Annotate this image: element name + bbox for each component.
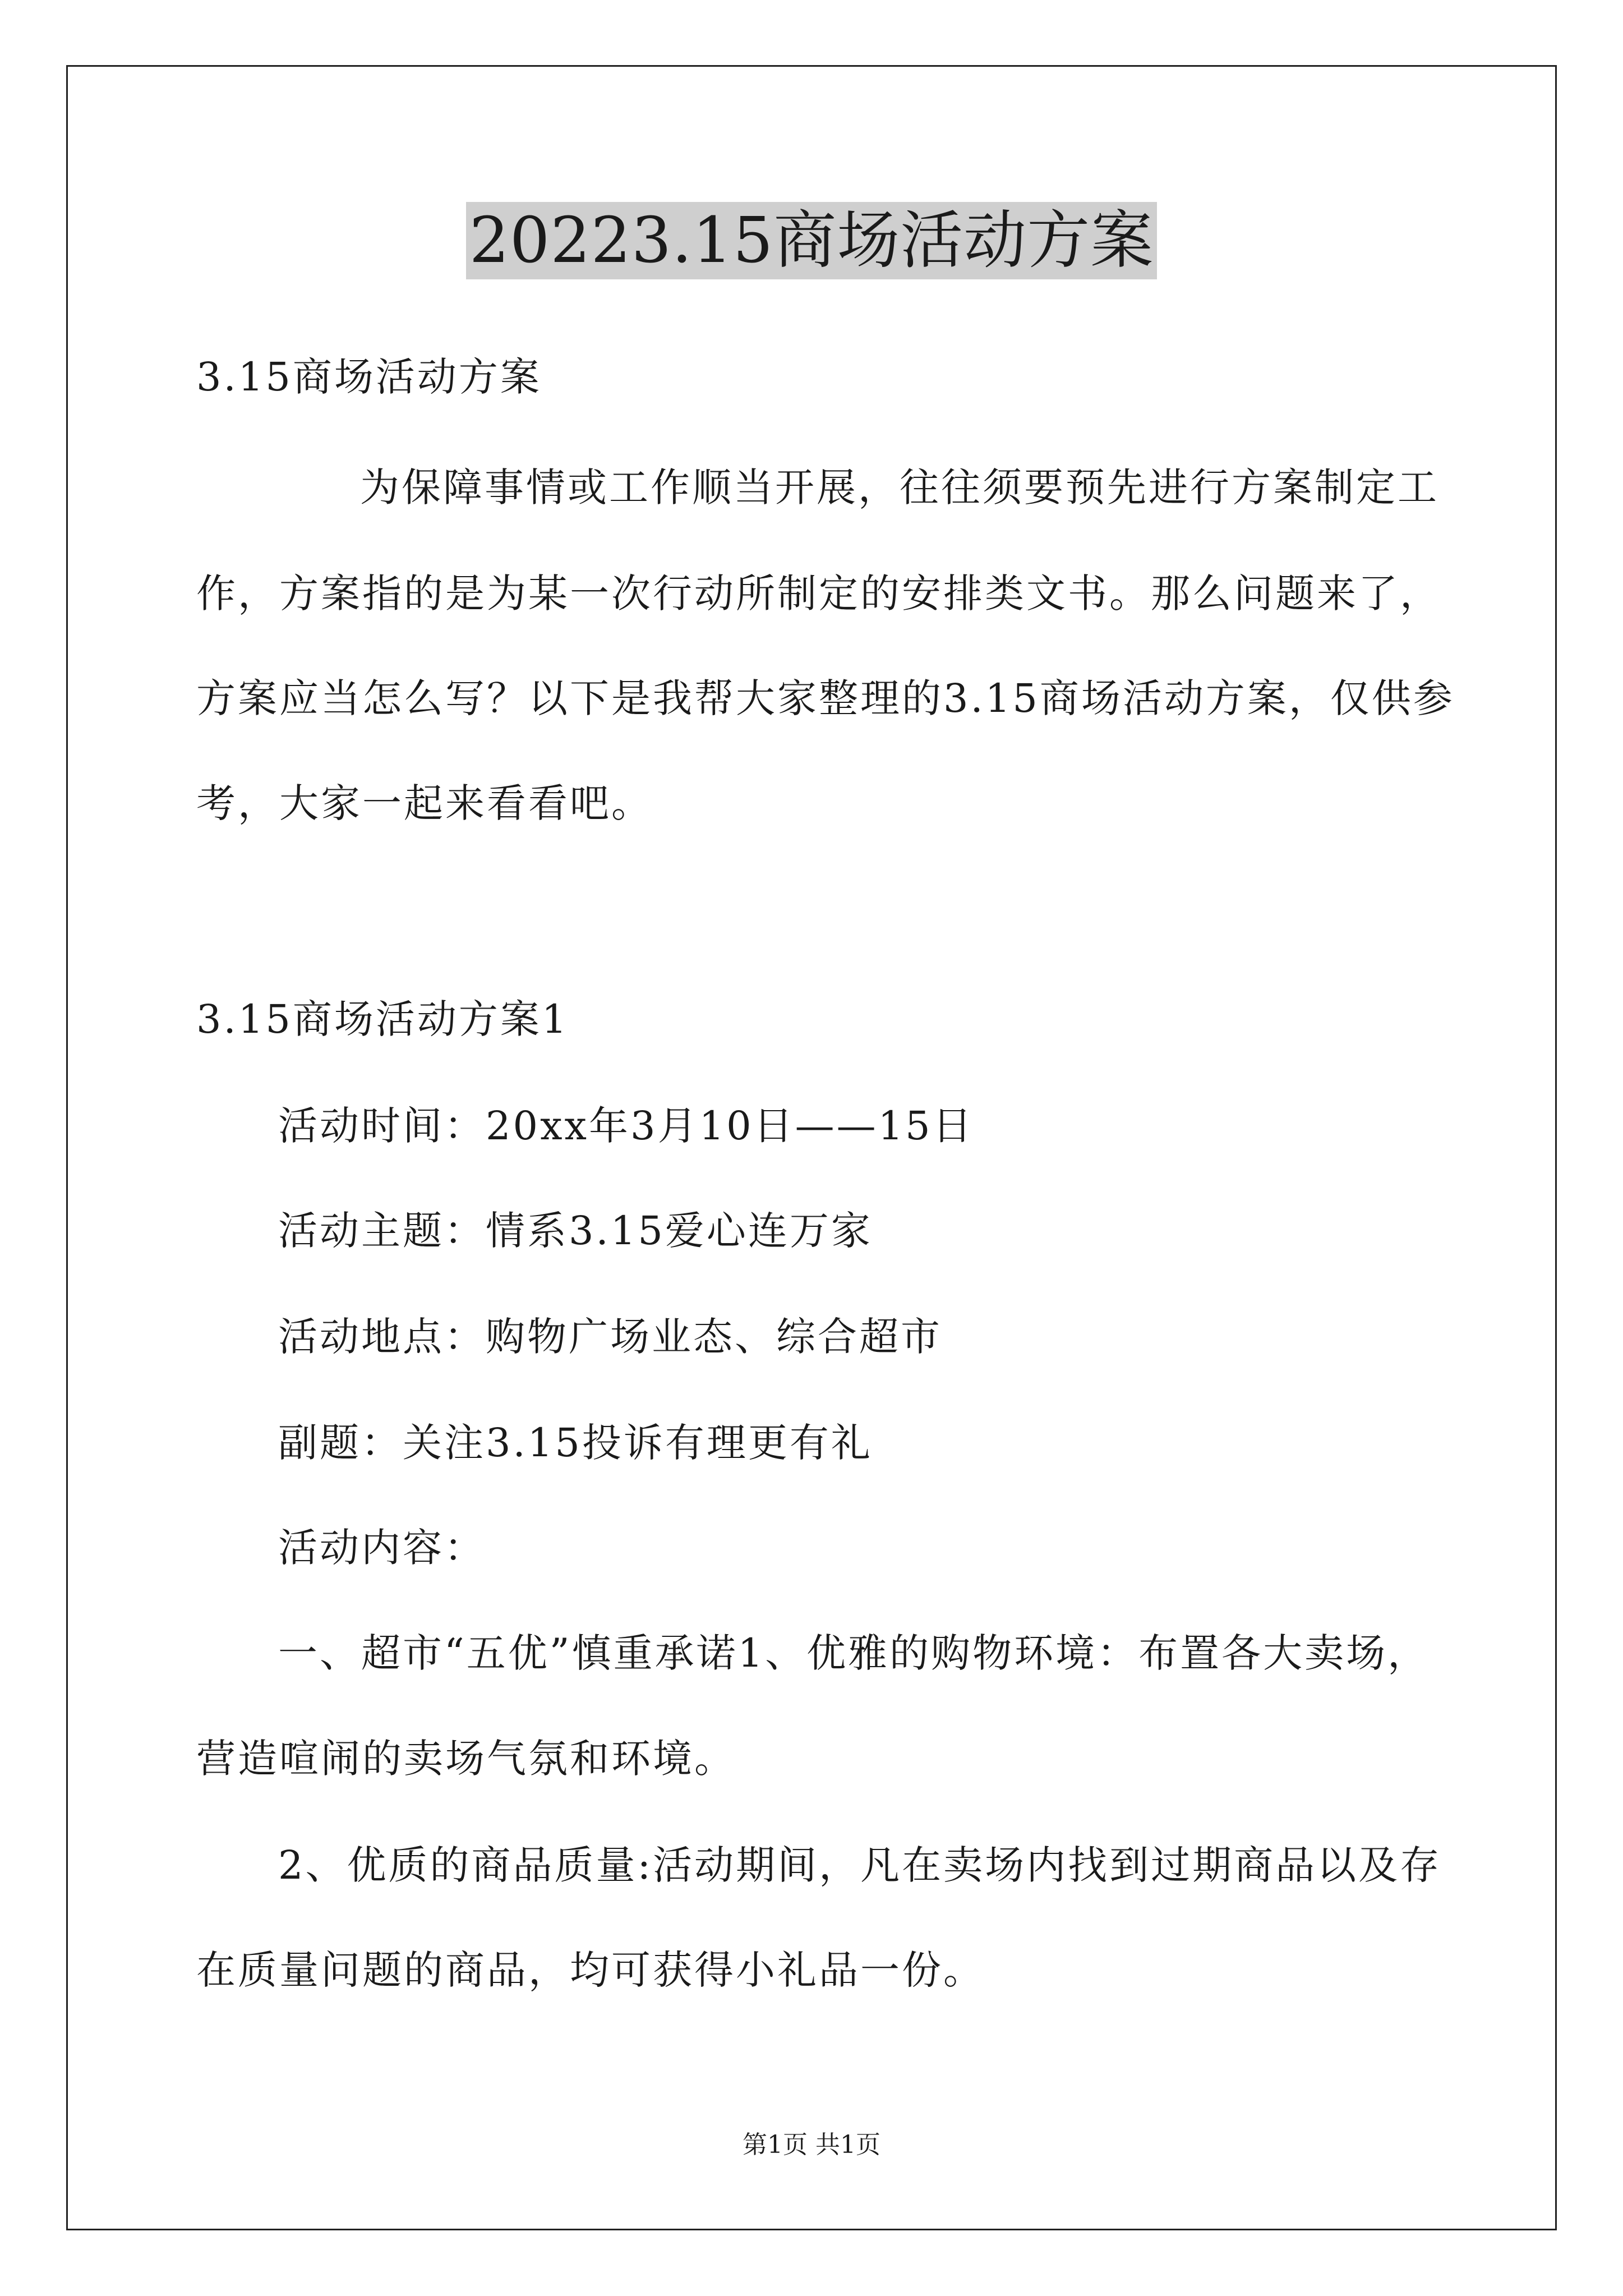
item1-line-2: 营造喧闹的卖场气氛和环境。 [196,1736,736,1782]
activity-content-label: 活动内容： [278,1525,486,1571]
intro-line-2: 作，方案指的是为某一次行动所制定的安排类文书。那么问题来了， [196,570,1441,616]
item2-line-1: 2、优质的商品质量:活动期间，凡在卖场内找到过期商品以及存 [278,1842,1442,1888]
document-subtitle: 3.15商场活动方案 [196,354,542,400]
activity-time: 活动时间：20xx年3月10日——15日 [278,1103,974,1149]
item1-line-1: 一、超市“五优”慎重承诺1、优雅的购物环境：布置各大卖场， [278,1630,1430,1676]
document-title-wrapper [0,202,1623,279]
page-footer: 第1页 共1页 [743,2131,880,2159]
item2-line-2: 在质量问题的商品，均可获得小礼品一份。 [196,1947,985,1993]
document-title: 20223.15商场活动方案 [466,202,1157,279]
activity-location: 活动地点：购物广场业态、综合超市 [278,1314,942,1360]
activity-subtitle: 副题：关注3.15投诉有理更有礼 [278,1420,873,1466]
activity-theme: 活动主题：情系3.15爱心连万家 [278,1208,873,1254]
intro-line-3: 方案应当怎么写？以下是我帮大家整理的3.15商场活动方案，仅供参 [196,675,1455,721]
section-heading: 3.15商场活动方案1 [196,996,569,1042]
intro-line-1: 为保障事情或工作顺当开展，往往须要预先进行方案制定工 [360,464,1439,510]
intro-line-4: 考，大家一起来看看吧。 [196,780,653,826]
